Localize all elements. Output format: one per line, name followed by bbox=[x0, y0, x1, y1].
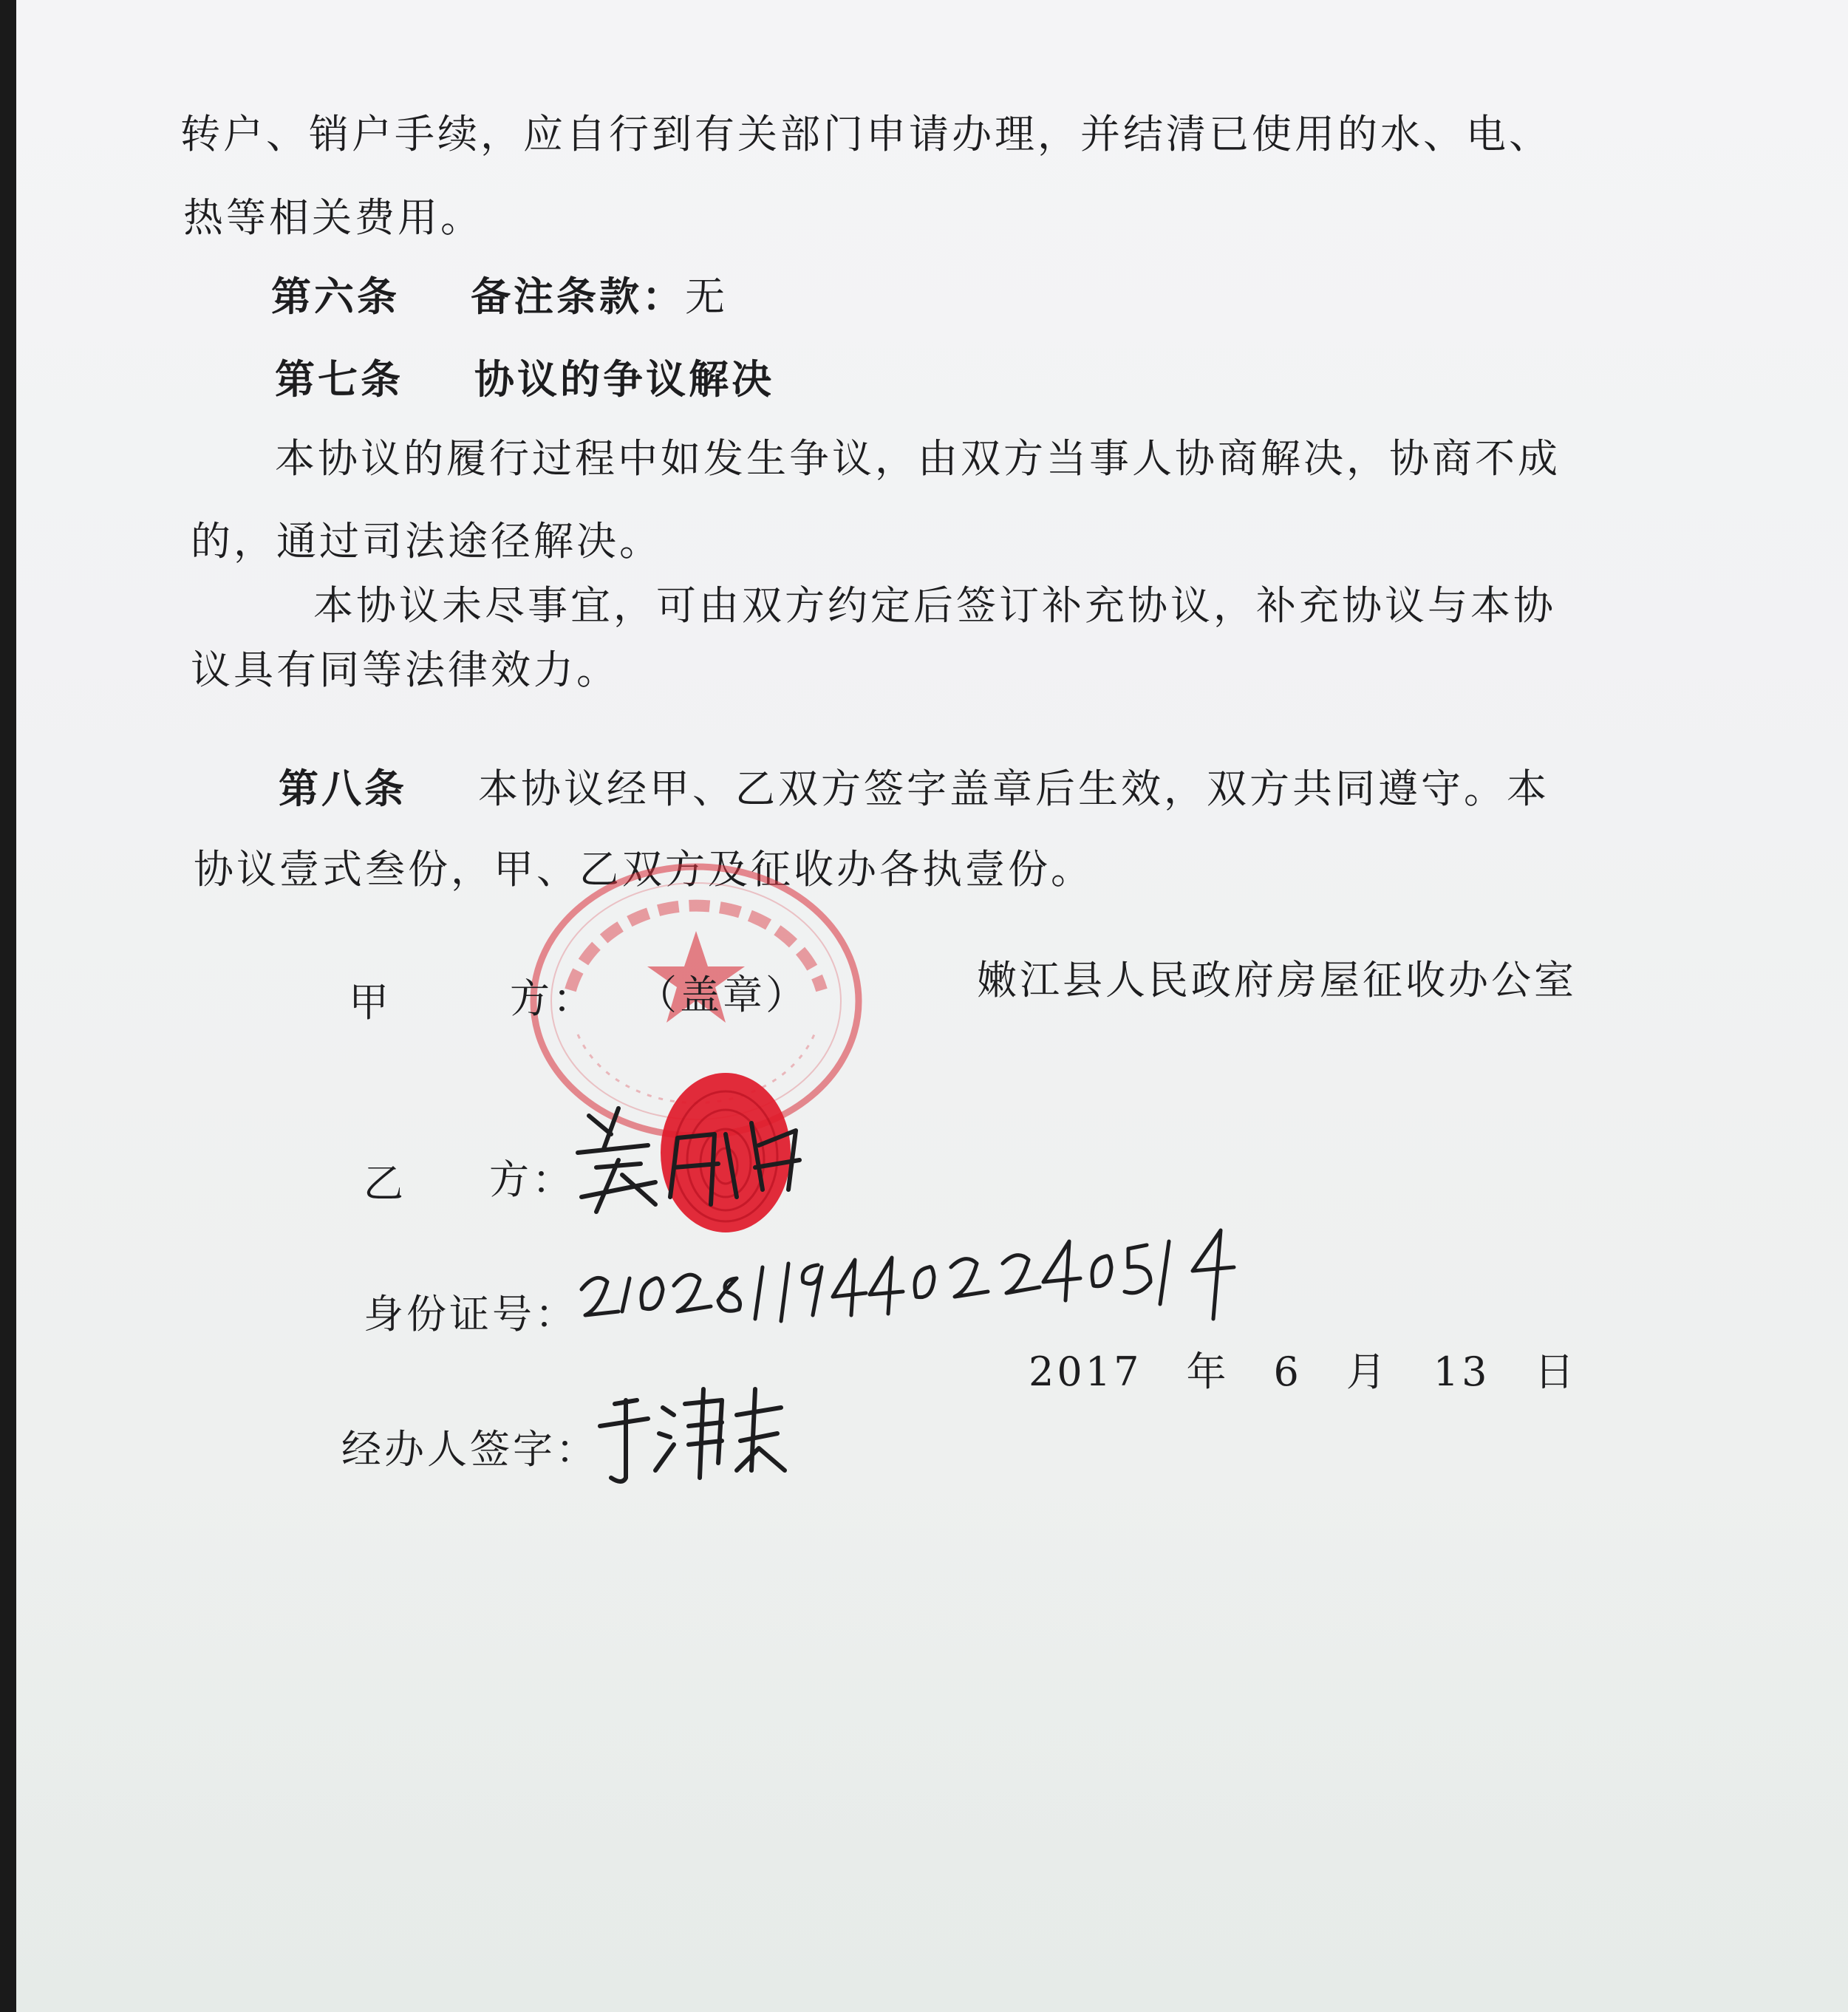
party-a-name: 嫩江县人民政府房屋征收办公室 bbox=[977, 957, 1577, 1003]
article-8 bbox=[279, 765, 1549, 812]
clause-text-line: 热等相关费用。 bbox=[183, 194, 483, 241]
article-6-label: 备注条款： bbox=[471, 273, 685, 320]
article-7-title: 协议的争议解决 bbox=[474, 355, 774, 403]
clause-text-line: 议具有同等法律效力。 bbox=[191, 647, 619, 693]
clause-text-line: 协议壹式叁份，甲、乙双方及征收办各执壹份。 bbox=[194, 846, 1094, 893]
date-row bbox=[1029, 1348, 1578, 1395]
id-number-handwritten bbox=[578, 1227, 1243, 1323]
article-6-value: 无 bbox=[685, 273, 728, 320]
id-label: 身份证号： bbox=[364, 1291, 578, 1337]
party-a-label: 甲 bbox=[349, 979, 392, 1026]
date-year-char: 年 bbox=[1186, 1348, 1230, 1395]
clause-text-line: 本协议未尽事宜，可由双方约定后签订补充协议，补充协议与本协 bbox=[313, 582, 1556, 629]
document-page bbox=[16, 0, 1848, 2012]
party-b-label: 乙 bbox=[364, 1160, 406, 1207]
date-day-char: 日 bbox=[1534, 1348, 1578, 1395]
date-month-char: 月 bbox=[1346, 1348, 1389, 1395]
clause-text-line: 本协议的履行过程中如发生争议，由双方当事人协商解决，协商不成 bbox=[275, 435, 1561, 482]
date-year: 2017 bbox=[1029, 1348, 1142, 1395]
party-a-label-2: 方： bbox=[510, 975, 596, 1022]
seal-note: （盖章） bbox=[637, 972, 808, 1018]
date-month: 6 bbox=[1273, 1348, 1302, 1395]
party-b-signature bbox=[567, 1094, 803, 1219]
handler-label: 经办人签字： bbox=[341, 1426, 599, 1473]
paper-shadow bbox=[16, 1495, 1848, 2012]
clause-text-line: 转户、销户手续，应自行到有关部门申请办理，并结清已使用的水、电、 bbox=[180, 111, 1552, 157]
party-a-row bbox=[349, 979, 392, 1026]
article-8-heading: 第八条 bbox=[279, 765, 407, 812]
article-6 bbox=[271, 273, 728, 320]
date-day: 13 bbox=[1433, 1348, 1490, 1395]
clause-text-line: 的，通过司法途径解决。 bbox=[191, 518, 662, 565]
party-b-label-2: 方： bbox=[489, 1156, 575, 1203]
article-8-text: 本协议经甲、乙双方签字盖章后生效，双方共同遵守。本 bbox=[478, 765, 1549, 812]
handler-signature bbox=[593, 1374, 792, 1493]
article-6-heading: 第六条 bbox=[271, 273, 400, 320]
article-7 bbox=[275, 355, 774, 403]
article-7-heading: 第七条 bbox=[275, 355, 403, 403]
